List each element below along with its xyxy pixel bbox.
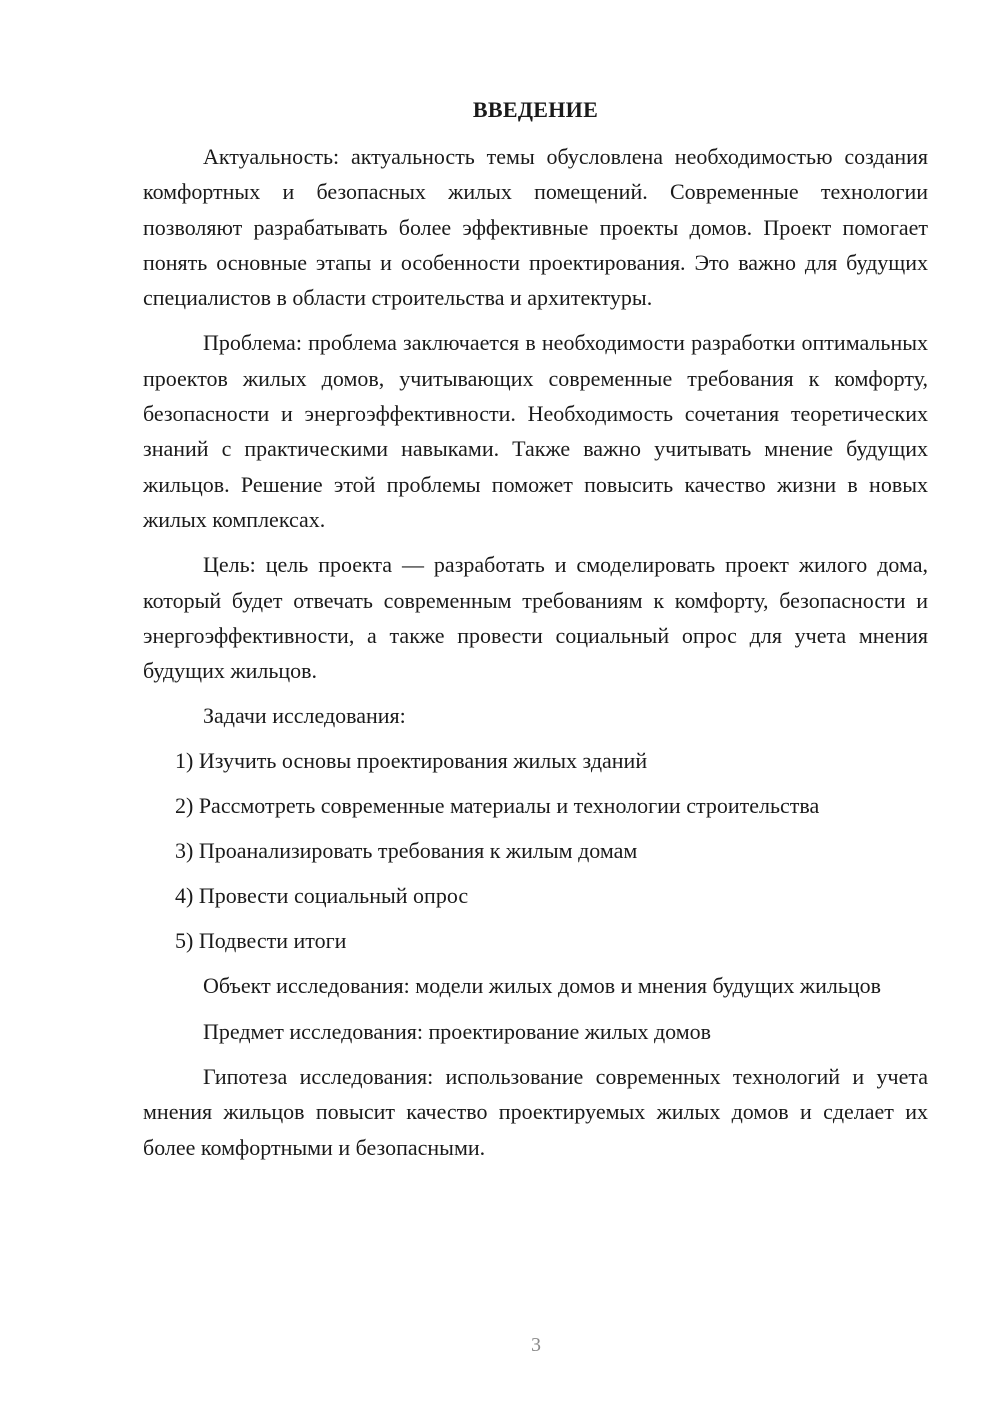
list-item: 5) Подвести итоги bbox=[175, 928, 347, 954]
list-item: 2) Рассмотреть современные материалы и технологии строительства bbox=[175, 793, 820, 819]
paragraph-subject: Предмет исследования: проектирование жилых домов bbox=[203, 1018, 712, 1044]
paragraph-hypothesis: Гипотеза исследования: использование современных технологий и учета мнения жильцов повысит качество проектируемых жилых домов и сделает их более комфортными и безопасными. bbox=[143, 1064, 928, 1160]
page-number: 3 bbox=[531, 1334, 541, 1356]
paragraph-goal: Цель: цель проекта — разработать и смоделировать проект жилого дома, который будет отвечать современным требованиям к комфорту, безопасности и энергоэффективности, а также провести социальный опрос для учета мнения будущих жильцов. bbox=[143, 552, 928, 684]
tasks-list bbox=[143, 743, 928, 958]
tasks-intro: Задачи исследования: bbox=[203, 703, 406, 729]
paragraph-relevance: Актуальность: актуальность темы обусловлена необходимостью создания комфортных и безопасных жилых помещений. Современные технологии позволяют разрабатывать более эффективные проекты домов. Проект помогает понять основные этапы и особенности проектирования. Это важно для будущих специалистов в области строительства и архитектуры. bbox=[143, 144, 928, 311]
page-title: ВВЕДЕНИЕ bbox=[472, 97, 599, 122]
list-item: 1) Изучить основы проектирования жилых зданий bbox=[175, 748, 648, 774]
list-item: 4) Провести социальный опрос bbox=[175, 883, 469, 909]
paragraph-object: Объект исследования: модели жилых домов и мнения будущих жильцов bbox=[203, 973, 882, 999]
paragraph-problem: Проблема: проблема заключается в необходимости разработки оптимальных проектов жилых домов, учитывающих современные требования к комфорту, безопасности и энергоэффективности. Необходимость сочетания теоретических знаний с практическими навыками. Также важно учитывать мнение будущих жильцов. Решение этой проблемы поможет повысить качество жизни в новых жилых комплексах. bbox=[143, 330, 928, 532]
list-item: 3) Проанализировать требования к жилым домам bbox=[175, 838, 638, 864]
text-column bbox=[143, 95, 928, 1175]
